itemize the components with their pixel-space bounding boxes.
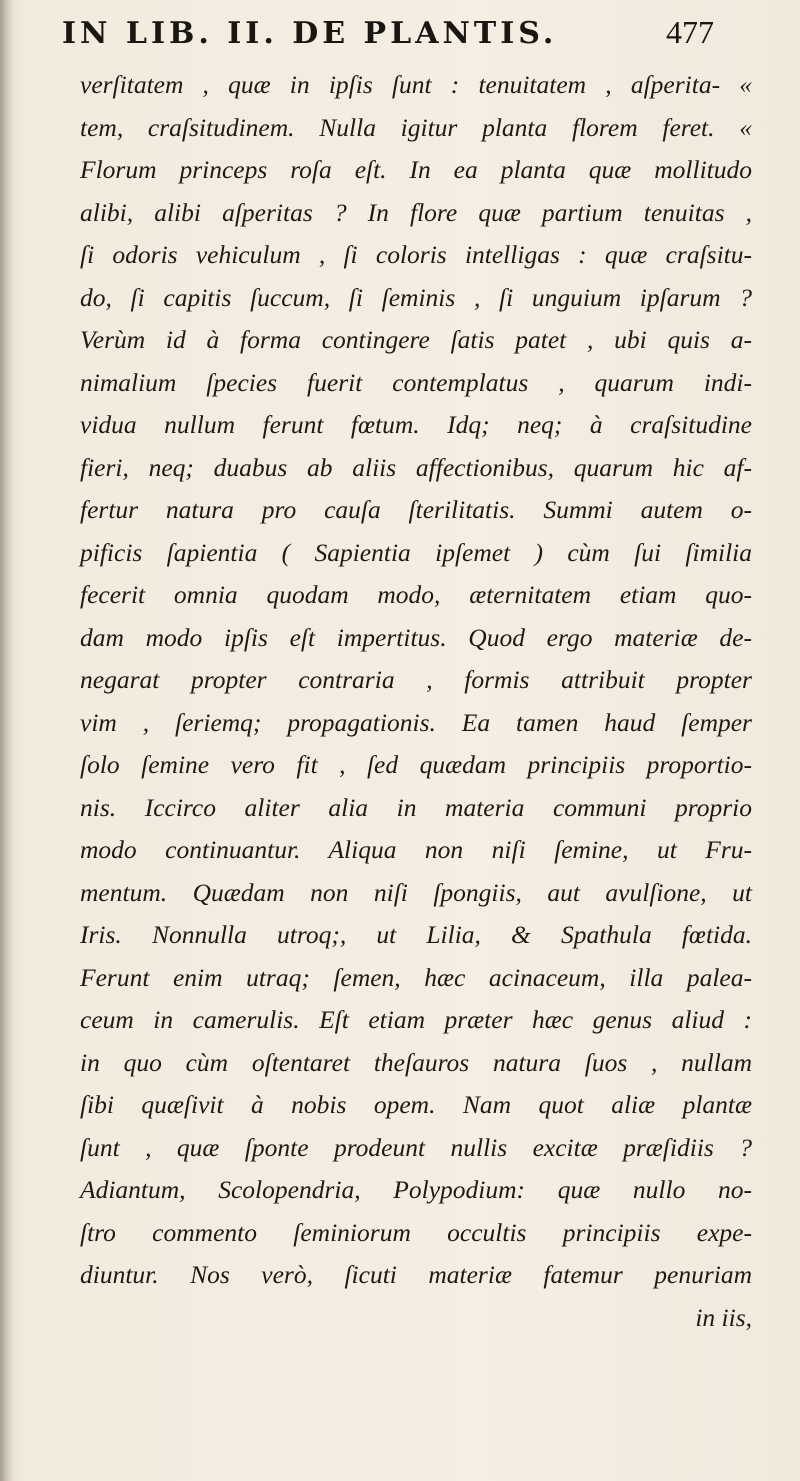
text-line-content: vim , ſeriemq; propagationis. Ea tamen haud ſemper (80, 707, 752, 737)
text-line-content: vidua nullum ferunt fœtum. Idq; neq; à craſsitudine (80, 410, 752, 439)
text-line-content: diuntur. Nos verò, ſicuti materiæ fatemur penuriam (80, 1260, 752, 1289)
text-line (80, 319, 782, 362)
text-line (80, 64, 782, 107)
text-line-content: Ferunt enim utraq; ſemen, hæc acinaceum, illa palea- (80, 962, 752, 992)
text-line (80, 829, 782, 872)
text-line (80, 702, 782, 745)
text-line (80, 362, 782, 405)
text-line-content: alibi, alibi aſperitas ? In flore quæ partium tenuitas , (80, 197, 752, 227)
text-line-content: ſolo ſemine vero fit , ſed quædam principiis proportio- (80, 750, 752, 779)
text-line-content: dam modo ipſis eſt impertitus. Quod ergo materiæ de- (80, 622, 752, 652)
running-head (62, 14, 762, 60)
text-line (80, 447, 782, 490)
text-line (80, 1169, 782, 1212)
text-line-content: nimalium ſpecies fuerit contemplatus , quarum indi- (80, 367, 752, 397)
text-line-content: fieri, neq; duabus ab aliis affectionibus, quarum hic af- (80, 452, 752, 482)
text-line-content: fecerit omnia quodam modo, æternitatem etiam quo- (80, 580, 752, 609)
text-line (80, 192, 782, 235)
running-head-title: IN LIB. II. DE PLANTIS. (62, 16, 558, 51)
text-line (80, 149, 782, 192)
text-line-content: ſi odoris vehiculum , ſi coloris intelligas : quæ craſsitu- (80, 240, 752, 269)
text-line (80, 1084, 782, 1127)
text-line-content: ſunt , quæ ſponte prodeunt nullis excitæ præſidiis ? (80, 1132, 752, 1162)
text-line-content: in quo cùm oſtentaret theſauros natura ſuos , nullam (80, 1047, 752, 1077)
text-line-content: ceum in camerulis. Eſt etiam præter hæc genus aliud : (80, 1005, 752, 1034)
text-line-content: in iis, (695, 1302, 752, 1332)
text-line-content: Florum princeps roſa eſt. In ea planta quæ mollitudo (80, 155, 752, 184)
text-line (80, 872, 782, 915)
text-line-content: negarat propter contraria , formis attribuit propter (80, 665, 752, 694)
text-line (80, 277, 782, 320)
text-line (80, 1127, 782, 1170)
text-line-content: ſtro commento ſeminiorum occultis principiis expe- (80, 1217, 752, 1247)
text-line (80, 617, 782, 660)
text-line (80, 532, 782, 575)
text-line (80, 107, 782, 150)
text-line-content: Adiantum, Scolopendria, Polypodium: quæ nullo no- (80, 1175, 752, 1204)
text-line (80, 1042, 782, 1085)
text-line-content: verſitatem , quæ in ipſis ſunt : tenuitatem , aſperita- « (80, 70, 752, 99)
body-text (80, 64, 782, 1339)
text-line-content: tem, craſsitudinem. Nulla igitur planta florem feret. « (80, 112, 752, 142)
text-line (80, 659, 782, 702)
text-line (80, 1212, 782, 1255)
text-line-content: nis. Iccirco aliter alia in materia communi proprio (80, 792, 752, 822)
text-line-content: Iris. Nonnulla utroq;, ut Lilia, & Spathula fœtida. (80, 920, 752, 949)
text-line (80, 787, 782, 830)
text-line (80, 489, 782, 532)
page-number: 477 (666, 14, 714, 50)
text-line (80, 234, 782, 277)
text-line (80, 744, 782, 787)
text-line (80, 574, 782, 617)
gutter-shadow (0, 0, 14, 1481)
text-line-content: fertur natura pro cauſa ſterilitatis. Summi autem o- (80, 495, 752, 524)
text-line (80, 914, 782, 957)
text-line-content: pificis ſapientia ( Sapientia ipſemet ) cùm ſui ſimilia (80, 537, 752, 567)
text-line-content: modo continuantur. Aliqua non niſi ſemine, ut Fru- (80, 835, 752, 864)
text-line (80, 957, 782, 1000)
text-line-content: do, ſi capitis ſuccum, ſi ſeminis , ſi unguium ipſarum ? (80, 282, 752, 312)
text-line (80, 1254, 782, 1297)
text-line-content: mentum. Quædam non niſi ſpongiis, aut avulſione, ut (80, 877, 752, 907)
text-line-content: ſibi quæſivit à nobis opem. Nam quot aliæ plantæ (80, 1090, 752, 1119)
text-line (80, 999, 782, 1042)
text-line (80, 1297, 782, 1340)
text-line (80, 404, 782, 447)
text-line-content: Verùm id à forma contingere ſatis patet , ubi quis a- (80, 325, 752, 354)
